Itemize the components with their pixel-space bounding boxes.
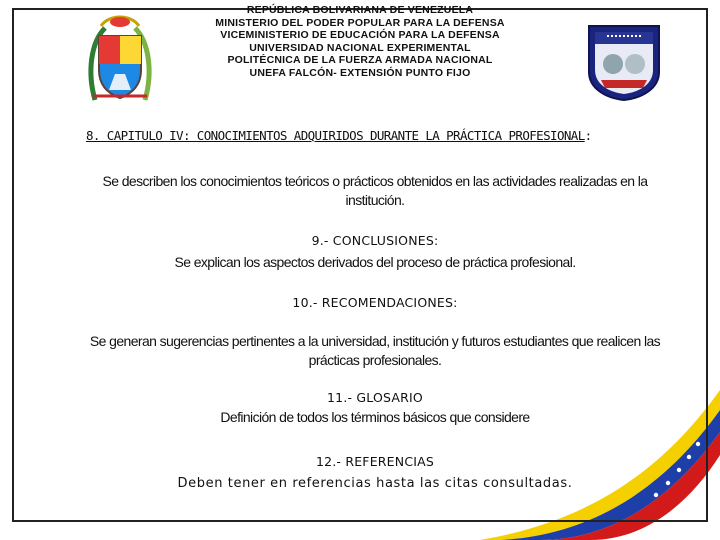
header-line: VICEMINISTERIO DE EDUCACIÓN PARA LA DEFENSA: [220, 29, 500, 41]
institution-header: [0, 4, 720, 79]
section-8-text: [60, 172, 690, 210]
section-12-title: 12.- REFERENCIAS: [315, 454, 435, 469]
section-9-title: 9.- CONCLUSIONES:: [311, 233, 439, 248]
section-12-text: Deben tener en referencias hasta las citas consultadas.: [177, 476, 573, 491]
section-11-text: Definición de todos los términos básicos que considere: [220, 409, 530, 425]
section-10-title: 10.- RECOMENDACIONES:: [292, 295, 458, 310]
section-10-text-line: Se generan sugerencias pertinentes a la universidad, institución y futuros estudiantes que realicen las: [89, 333, 661, 349]
header-line: MINISTERIO DEL PODER POPULAR PARA LA DEFENSA: [215, 16, 505, 29]
header-line: POLITÉCNICA DE LA FUERZA ARMADA NACIONAL: [227, 54, 493, 66]
section-8-title: [86, 128, 592, 143]
header-line: UNIVERSIDAD NACIONAL EXPERIMENTAL: [249, 41, 471, 54]
section-9-text: Se explican los aspectos derivados del proceso de práctica profesional.: [174, 254, 576, 270]
section-10-text: [60, 332, 690, 370]
section-8-title-colon: :: [584, 128, 592, 143]
header-line: REPÚBLICA BOLIVARIANA DE VENEZUELA: [246, 4, 474, 16]
section-8-title-text: 8. CAPITULO IV: CONOCIMIENTOS ADQUIRIDOS DURANTE LA PRÁCTICA PROFESIONAL: [86, 128, 585, 143]
section-8-text-line: Se describen los conocimientos teóricos o prácticos obtenidos en las actividades realizadas en la: [102, 173, 648, 189]
section-8-text-line: institución.: [345, 192, 405, 208]
section-10-text-line: prácticas profesionales.: [308, 352, 442, 368]
header-line: UNEFA FALCÓN- EXTENSIÓN PUNTO FIJO: [249, 66, 471, 79]
section-11-title: 11.- GLOSARIO: [327, 390, 423, 405]
